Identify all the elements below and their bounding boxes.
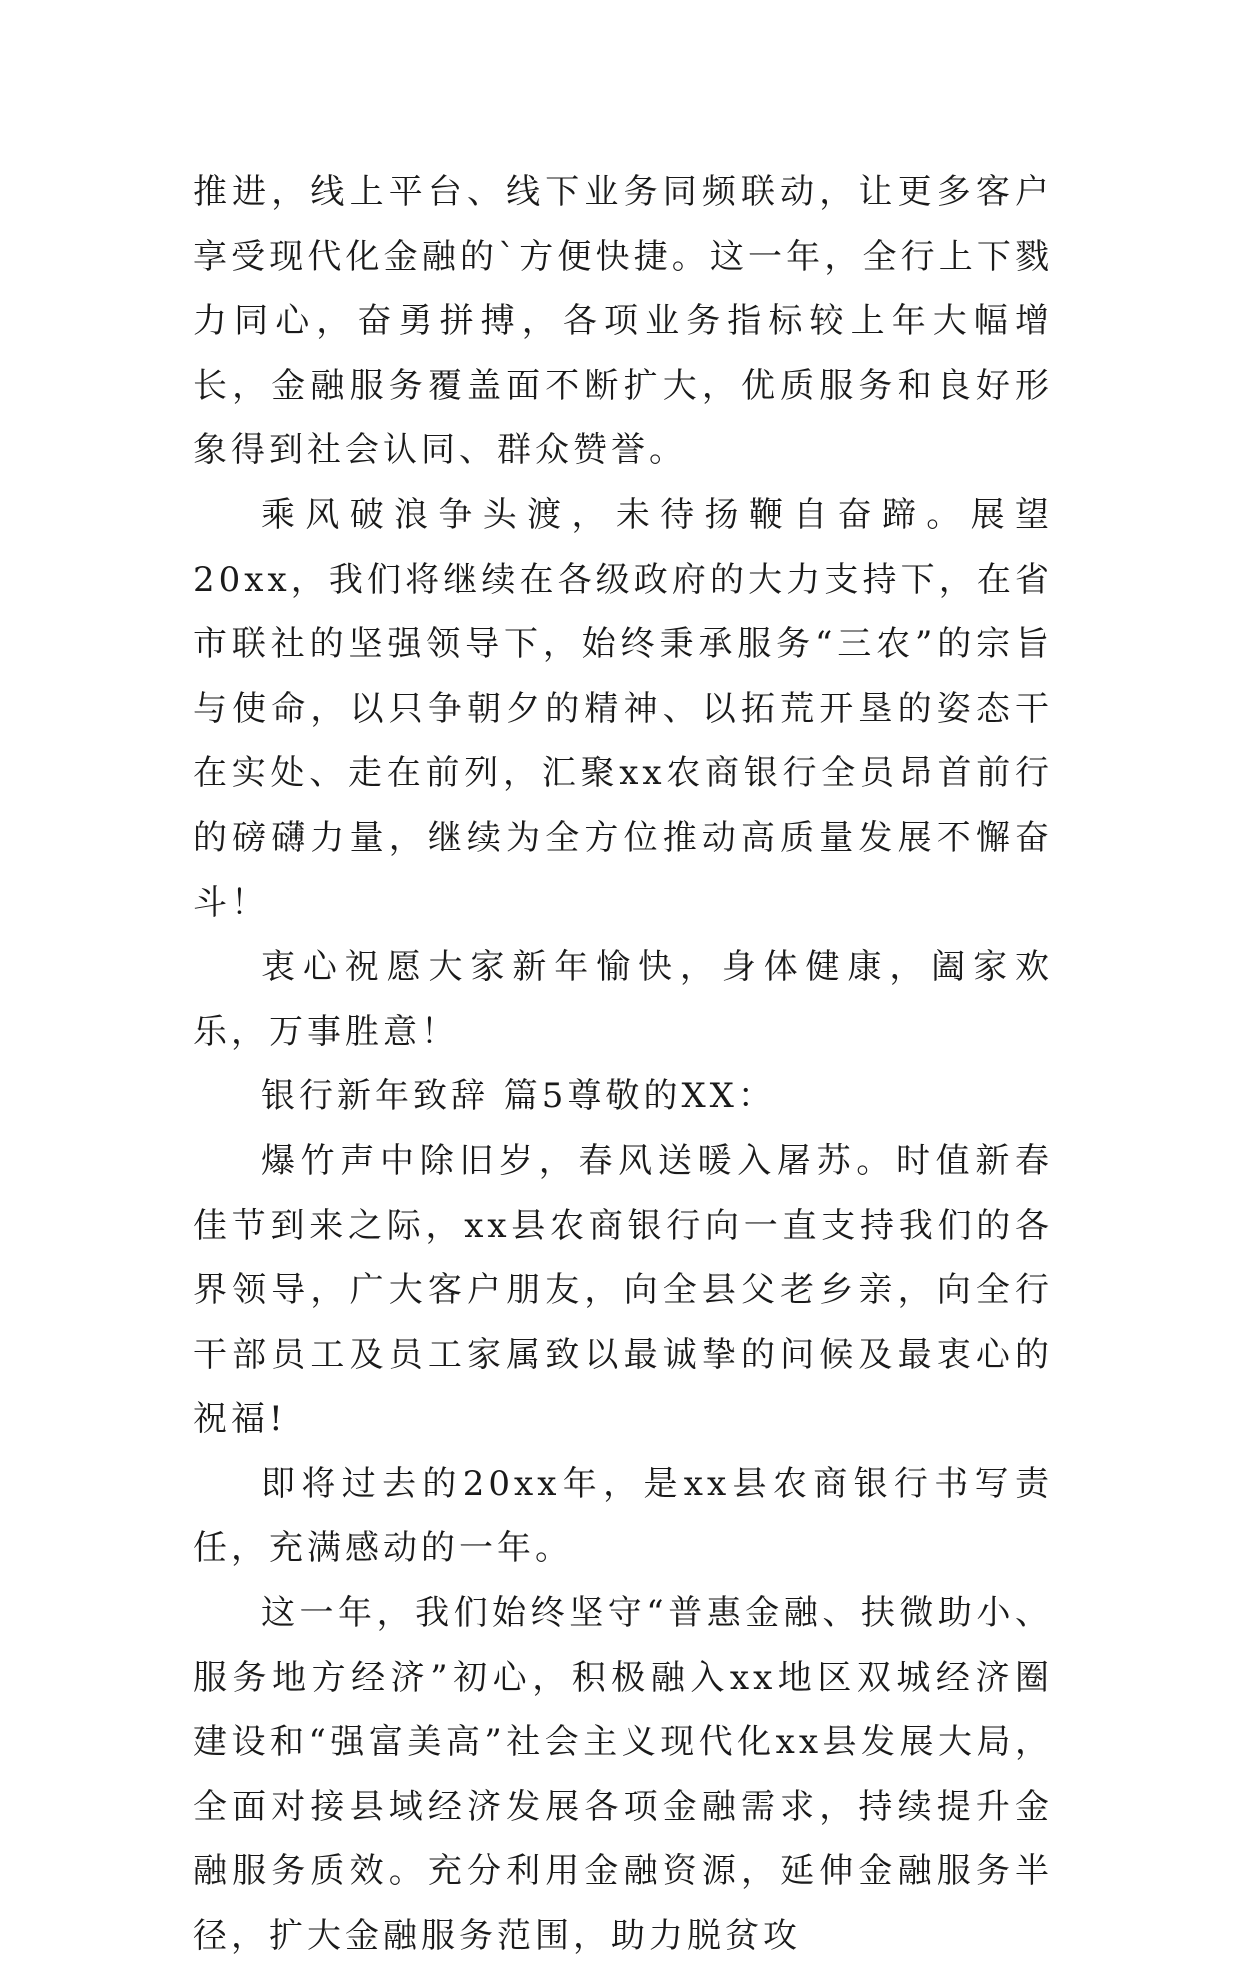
paragraph-1: 推进，线上平台、线下业务同频联动，让更多客户享受现代化金融的`方便快捷。这一年，全行上下戮力同心，奋勇拼搏，各项业务指标较上年大幅增长，金融服务覆盖面不断扩大，优质服务和良好形象得到社会认同、群众赞誉。 [193, 172, 1053, 471]
paragraph-2: 乘风破浪争头渡，未待扬鞭自奋蹄。展望20xx，我们将继续在各级政府的大力支持下，在省市联社的坚强领导下，始终秉承服务“三农”的宗旨与使命，以只争朝夕的精神、以拓荒开垦的姿态干在实处、走在前列，汇聚xx农商银行全员昂首前行的磅礴力量，继续为全方位推动高质量发展不懈奋斗！ [193, 494, 1053, 923]
section-heading: 银行新年致辞 篇5尊敬的XX： [261, 1076, 776, 1117]
paragraph-5: 即将过去的20xx年，是xx县农商银行书写责任，充满感动的一年。 [193, 1463, 1053, 1569]
paragraph-6: 这一年，我们始终坚守“普惠金融、扶微助小、服务地方经济”初心，积极融入xx地区双城经济圈建设和“强富美高”社会主义现代化xx县发展大局，全面对接县域经济发展各项金融需求，持续提升金融服务质效。充分利用金融资源，延伸金融服务半径，扩大金融服务范围，助力脱贫攻 [193, 1593, 1053, 1957]
paragraph-4: 爆竹声中除旧岁，春风送暖入屠苏。时值新春佳节到来之际，xx县农商银行向一直支持我们的各界领导，广大客户朋友，向全县父老乡亲，向全行干部员工及员工家属致以最诚挚的问候及最衷心的祝福! [193, 1140, 1053, 1440]
document-body [193, 160, 1053, 1969]
paragraph-3: 衷心祝愿大家新年愉快，身体健康，阖家欢乐，万事胜意！ [193, 947, 1053, 1052]
